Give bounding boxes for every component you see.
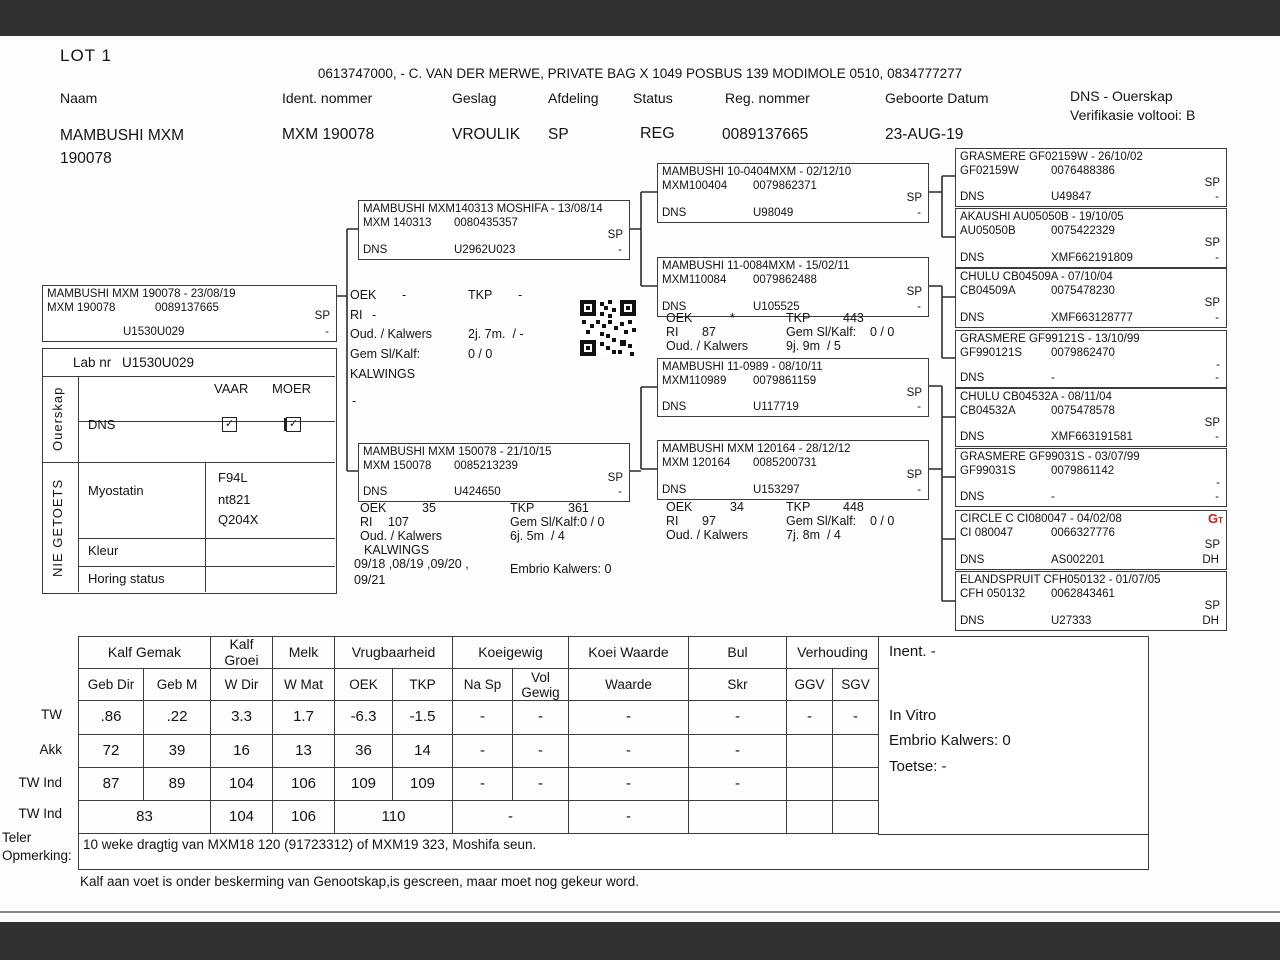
tw-cell: .22 (144, 701, 211, 735)
box-title: CIRCLE C CI080047 - 04/02/08 (960, 513, 1122, 525)
box-corner: - (1215, 372, 1219, 384)
box-reg: 0079862371 (753, 180, 817, 192)
panel-line (78, 566, 335, 567)
divider-line (0, 911, 1280, 913)
box-reg: 0066327776 (1051, 527, 1115, 539)
box-flag: - (1216, 477, 1220, 489)
col-header-naam: Naam (60, 90, 98, 106)
box-dns-value: - (1051, 491, 1055, 503)
g2a-ri-label: RI (666, 325, 679, 339)
sire-gem-value: 0 / 0 (468, 347, 493, 361)
tw-ind2-row (79, 801, 879, 834)
g2b-oek-label: OEK (666, 500, 693, 514)
box-title: MAMBUSHI MXM 150078 - 21/10/15 (363, 446, 552, 458)
box-corner: DH (1202, 554, 1219, 566)
box-reg: 0075478578 (1051, 405, 1115, 417)
sub-tkp: TKP (393, 669, 453, 701)
group-kalf-gemak: Kalf Gemak (79, 637, 211, 669)
lab-nr-label: Lab nr (73, 355, 112, 370)
box-flag: SP (1204, 297, 1220, 309)
panel-line (42, 376, 335, 377)
tw-ind-cell: 109 (335, 768, 393, 801)
box-dns-value: XMF663128777 (1051, 312, 1133, 324)
akk-cell (787, 735, 833, 768)
box-id: MXM 140313 (363, 217, 432, 229)
box-title: MAMBUSHI MXM 190078 - 23/08/19 (47, 288, 236, 300)
box-id: CI 080047 (960, 527, 1014, 539)
g2b-tkp-value: 448 (843, 500, 864, 514)
box-flag: SP (1204, 600, 1220, 612)
box-id: CB04509A (960, 285, 1016, 297)
ouerskap-vertical-label: Ouerskap (50, 386, 65, 452)
box-dns-value: U153297 (753, 484, 800, 496)
box-dns-value: U105525 (753, 301, 800, 313)
tw-ind2-cell: 106 (273, 801, 335, 834)
box-dns-label: DNS (960, 252, 985, 264)
myostatin-label: Myostatin (88, 483, 144, 498)
nie-getoets-vertical-label: NIE GETOETS (50, 478, 65, 578)
pedigree-box-gen3-6 (955, 448, 1227, 507)
box-title: ELANDSPRUIT CFH050132 - 01/07/05 (960, 574, 1161, 586)
box-corner: DH (1202, 615, 1219, 627)
box-reg: 0075478230 (1051, 285, 1115, 297)
pedigree-box-gen3-5 (955, 388, 1227, 447)
box-corner: - (1215, 312, 1219, 324)
box-corner: - (1215, 491, 1219, 503)
tw-ind-cell: - (513, 768, 569, 801)
box-corner: - (1215, 191, 1219, 203)
sub-geb-dir: Geb Dir (79, 669, 144, 701)
pedigree-box-subject (42, 285, 337, 342)
box-dns-label: DNS (662, 401, 687, 413)
qr-code (580, 300, 636, 356)
pedigree-box-gen2-3 (657, 358, 929, 417)
sire-oud-label: Oud. / Kalwers (350, 327, 432, 341)
animal-ident: MXM 190078 (282, 126, 375, 143)
dam-kalwings-dates-1: 09/18 ,08/19 ,09/20 , (354, 557, 469, 571)
tw-cell: - (689, 701, 787, 735)
sub-na-sp: Na Sp (453, 669, 513, 701)
box-id: MXM 150078 (363, 460, 432, 472)
box-dns-label: DNS (363, 486, 388, 498)
tw-ind-cell: 104 (211, 768, 273, 801)
tw-ind-cell: 106 (273, 768, 335, 801)
panel-line (78, 538, 335, 539)
tw-ind-cell: - (453, 768, 513, 801)
g2a-gem-value: 0 / 0 (870, 325, 895, 339)
box-dns-value: U424650 (454, 486, 501, 498)
box-reg: 0085213239 (454, 460, 518, 472)
tw-ind-cell: 89 (144, 768, 211, 801)
box-dns-value: - (1051, 372, 1055, 384)
tw-cell: - (453, 701, 513, 735)
sub-w-dir: W Dir (211, 669, 273, 701)
kleur-label: Kleur (88, 543, 119, 558)
box-flag: SP (1204, 539, 1220, 551)
dam-kalwings-dates-2: 09/21 (354, 573, 386, 587)
col-header-geboorte: Geboorte Datum (885, 90, 989, 106)
dns-ouerskap-label: DNS - Ouerskap (1070, 88, 1173, 104)
embrio-kalwers-label: Embrio Kalwers: 0 (889, 732, 1011, 749)
tw-cell: 1.7 (273, 701, 335, 735)
sub-sgv: SGV (833, 669, 879, 701)
box-reg: 0089137665 (155, 302, 219, 314)
box-id: CFH 050132 (960, 588, 1026, 600)
tw-ind-cell: 87 (79, 768, 144, 801)
dns-verifikasie-label: Verifikasie voltooi: B (1070, 107, 1196, 123)
box-id: GF02159W (960, 165, 1019, 177)
box-reg: 0076488386 (1051, 165, 1115, 177)
tw-ind2-cell: - (453, 801, 569, 834)
g2a-tkp-label: TKP (786, 311, 811, 325)
group-bul: Bul (689, 637, 787, 669)
row-label-tw: TW (41, 707, 62, 722)
animal-status: REG (640, 125, 675, 142)
akk-cell: - (569, 735, 689, 768)
tw-row (79, 701, 879, 735)
g2b-ri-label: RI (666, 514, 679, 528)
box-flag: SP (1204, 417, 1220, 429)
animal-birthdate: 23-AUG-19 (885, 126, 964, 143)
sire-oek-value: - (402, 288, 407, 302)
breeder-contact: 0613747000, - C. VAN DER MERWE, PRIVATE BAG X 1049 POSBUS 139 MODIMOLE 0510, 0834777277 (317, 66, 963, 81)
footnote-text: Kalf aan voet is onder beskerming van Genootskap,is gescreen, maar moet nog gekeur word. (80, 874, 640, 889)
sire-oud-value: 2j. 7m. / - (468, 327, 524, 341)
lot-title: LOT 1 (60, 46, 112, 65)
animal-reg-number: 0089137665 (722, 126, 809, 143)
sire-oek-label: OEK (350, 288, 377, 302)
box-flag: SP (906, 387, 922, 399)
tw-ind2-cell: 110 (335, 801, 453, 834)
dns-vaar-checkbox: ✓ (222, 417, 237, 432)
box-reg: 0075422329 (1051, 225, 1115, 237)
sub-vol-gewig: Vol Gewig (513, 669, 569, 701)
animal-name: MAMBUSHI MXM 190078 (60, 127, 184, 168)
dam-kalwings-label: KALWINGS (364, 543, 430, 557)
sire-tkp-label: TKP (468, 288, 493, 302)
dam-oud-label: Oud. / Kalwers (360, 529, 442, 543)
row-label-tw-ind-2: TW Ind (18, 806, 62, 821)
teler-label-1: Teler (2, 830, 32, 845)
panel-line (42, 462, 335, 463)
box-dns-value: AS002201 (1051, 554, 1105, 566)
box-dns-value: U117719 (753, 401, 799, 413)
gt-genomic-icon (1208, 511, 1223, 526)
g2a-tkp-value: 443 (843, 311, 864, 325)
sire-tkp-value: - (518, 288, 523, 302)
sub-skr: Skr (689, 669, 787, 701)
pedigree-box-gen2-4 (657, 440, 929, 500)
panel-line (78, 376, 79, 592)
inent-box (878, 636, 1149, 835)
col-header-geslag: Geslag (452, 90, 497, 106)
box-dns-label: DNS (662, 207, 687, 219)
box-flag: SP (1204, 237, 1220, 249)
tw-ind2-cell: 104 (211, 801, 273, 834)
box-title: CHULU CB04509A - 07/10/04 (960, 271, 1113, 283)
sub-ggv: GGV (787, 669, 833, 701)
myostatin-value-2: nt821 (218, 492, 251, 507)
box-dns-value: U49847 (1051, 191, 1092, 203)
box-corner: - (618, 244, 622, 256)
box-dns-value: U1530U029 (123, 326, 185, 338)
g2b-gem-label: Gem Sl/Kalf: (786, 514, 857, 528)
sire-ri-label: RI (350, 308, 363, 322)
box-title: MAMBUSHI MXM140313 MOSHIFA - 13/08/14 (363, 203, 603, 215)
box-flag: - (1216, 359, 1220, 371)
tw-cell: - (833, 701, 879, 735)
tw-cell: - (513, 701, 569, 735)
g2b-tkp-label: TKP (786, 500, 811, 514)
box-flag: SP (607, 472, 623, 484)
dam-ri-label: RI (360, 515, 373, 529)
box-dns-value: U27333 (1051, 615, 1092, 627)
pedigree-box-gen3-8 (955, 571, 1227, 631)
dam-gem-value: Gem Sl/Kalf:0 / 0 (510, 515, 605, 529)
pedigree-box-gen3-2 (955, 208, 1227, 268)
g2a-ri-value: 87 (702, 325, 716, 339)
tw-ind2-cell (689, 801, 787, 834)
sire-kalwings-value: - (352, 394, 357, 408)
tw-cell: .86 (79, 701, 144, 735)
gt-icon-t: T (1218, 516, 1223, 525)
gt-icon-g: G (1207, 511, 1219, 526)
box-dns-value: XMF662191809 (1051, 252, 1133, 264)
box-title: MAMBUSHI 11-0989 - 08/10/11 (662, 361, 823, 373)
box-corner: - (1215, 431, 1219, 443)
box-title: GRASMERE GF02159W - 26/10/02 (960, 151, 1143, 163)
akk-cell: 36 (335, 735, 393, 768)
box-dns-label: DNS (960, 491, 985, 503)
akk-cell: 14 (393, 735, 453, 768)
performance-table (78, 636, 879, 834)
sire-gem-label: Gem Sl/Kalf: (350, 347, 421, 361)
g2a-gem-label: Gem Sl/Kalf: (786, 325, 857, 339)
col-header-status: Status (633, 90, 673, 106)
box-corner: - (618, 486, 622, 498)
box-dns-label: DNS (662, 484, 687, 496)
breeder-remark-text: 10 weke dragtig van MXM18 120 (91723312) of MXM19 323, Moshifa seun. (83, 837, 537, 852)
box-reg: 0080435357 (454, 217, 518, 229)
box-corner: - (917, 484, 921, 496)
g2a-age-value: 9j. 9m / 5 (786, 339, 841, 353)
box-flag: SP (906, 469, 922, 481)
pedigree-box-dam (358, 443, 630, 502)
tw-ind-row (79, 768, 879, 801)
box-corner: - (325, 326, 329, 338)
dam-embrio-value: Embrio Kalwers: 0 (510, 562, 612, 576)
box-dns-label: DNS (363, 244, 388, 256)
dam-oek-label: OEK (360, 501, 387, 515)
tw-ind-cell: - (689, 768, 787, 801)
box-dns-value: XMF663191581 (1051, 431, 1133, 443)
myostatin-value-1: F94L (218, 470, 248, 485)
box-flag: SP (607, 229, 623, 241)
pedigree-box-gen2-1 (657, 163, 929, 223)
box-id: CB04532A (960, 405, 1016, 417)
box-reg: 0079862470 (1051, 347, 1115, 359)
box-dns-label: DNS (960, 191, 985, 203)
sub-oek: OEK (335, 669, 393, 701)
row-label-akk: Akk (39, 742, 62, 757)
group-koei-waarde: Koei Waarde (569, 637, 689, 669)
row-label-tw-ind: TW Ind (18, 775, 62, 790)
teler-label-2: Opmerking: (2, 848, 72, 863)
box-corner: - (1215, 252, 1219, 264)
moer-header: MOER (272, 381, 311, 396)
tw-cell: 3.3 (211, 701, 273, 735)
box-dns-label: DNS (960, 615, 985, 627)
sub-geb-m: Geb M (144, 669, 211, 701)
toetse-label: Toetse: - (889, 758, 947, 775)
akk-cell: 72 (79, 735, 144, 768)
dam-ri-value: 107 (388, 515, 409, 529)
dam-tkp-value: 361 (568, 501, 589, 515)
box-flag: SP (1204, 177, 1220, 189)
tw-cell: -6.3 (335, 701, 393, 735)
box-title: MAMBUSHI MXM 120164 - 28/12/12 (662, 443, 851, 455)
akk-cell: - (453, 735, 513, 768)
akk-cell: - (689, 735, 787, 768)
box-dns-label: DNS (960, 431, 985, 443)
pedigree-box-gen2-2 (657, 257, 929, 317)
animal-geslag: VROULIK (452, 126, 521, 143)
akk-cell: - (513, 735, 569, 768)
tw-ind-cell: 109 (393, 768, 453, 801)
box-id: MXM110989 (662, 375, 727, 387)
col-header-afdeling: Afdeling (548, 90, 599, 106)
lab-nr-value: U1530U029 (122, 355, 195, 370)
g2b-oud-label: Oud. / Kalwers (666, 528, 748, 542)
box-flag: SP (906, 286, 922, 298)
akk-cell (833, 735, 879, 768)
tw-ind-cell (833, 768, 879, 801)
box-reg: 0079861159 (753, 375, 817, 387)
box-id: AU05050B (960, 225, 1016, 237)
tw-ind2-cell: 83 (79, 801, 211, 834)
dns-row-label: DNS (88, 417, 116, 432)
akk-cell: 13 (273, 735, 335, 768)
box-reg: 0085200731 (753, 457, 817, 469)
box-dns-label: DNS (960, 554, 985, 566)
box-dns-label: DNS (960, 312, 985, 324)
g2a-oud-label: Oud. / Kalwers (666, 339, 748, 353)
box-id: GF99031S (960, 465, 1016, 477)
box-dns-label: DNS (960, 372, 985, 384)
g2b-gem-value: 0 / 0 (870, 514, 895, 528)
vaar-header: VAAR (214, 381, 249, 396)
pedigree-box-gen3-4 (955, 330, 1227, 388)
box-id: GF990121S (960, 347, 1023, 359)
dam-age-value: 6j. 5m / 4 (510, 529, 565, 543)
panel-line (205, 462, 206, 592)
box-flag: SP (314, 310, 330, 322)
box-id: MXM 190078 (47, 302, 116, 314)
dam-tkp-label: TKP (510, 501, 535, 515)
g2a-oek-value: * (730, 311, 735, 325)
tw-cell: -1.5 (393, 701, 453, 735)
box-corner: - (917, 207, 921, 219)
sub-header-row (79, 669, 879, 701)
box-title: GRASMERE GF99121S - 13/10/99 (960, 333, 1140, 345)
akk-row (79, 735, 879, 768)
group-header-row (79, 637, 879, 669)
box-id: MXM100404 (662, 180, 728, 192)
sire-kalwings-label: KALWINGS (350, 367, 416, 381)
box-dns-value: U98049 (753, 207, 794, 219)
tw-cell: - (787, 701, 833, 735)
in-vitro-label: In Vitro (889, 707, 937, 724)
pedigree-box-sire (358, 200, 630, 260)
group-kalf-groei: Kalf Groei (211, 637, 273, 669)
group-koeigewig: Koeigewig (453, 637, 569, 669)
box-dns-label: DNS (662, 301, 687, 313)
box-title: CHULU CB04532A - 08/11/04 (960, 391, 1112, 403)
tw-ind2-cell (787, 801, 833, 834)
sire-ri-value: - (372, 308, 377, 322)
g2b-oek-value: 34 (730, 500, 744, 514)
box-reg: 0062843461 (1051, 588, 1115, 600)
tw-ind2-cell (833, 801, 879, 834)
breeder-remark-box (78, 833, 1149, 870)
pedigree-box-gen3-7 (955, 510, 1227, 570)
horing-status-label: Horing status (88, 571, 165, 586)
tw-cell: - (569, 701, 689, 735)
box-flag: SP (906, 192, 922, 204)
box-dns-value: U2962U023 (454, 244, 516, 256)
dns-moer-checkbox: ✓ (286, 417, 301, 432)
box-corner: - (917, 401, 921, 413)
box-reg: 0079861142 (1051, 465, 1115, 477)
box-id: MXM 120164 (662, 457, 731, 469)
inent-label: Inent. - (889, 643, 936, 660)
group-vrugbaarheid: Vrugbaarheid (335, 637, 453, 669)
akk-cell: 39 (144, 735, 211, 768)
g2b-age-value: 7j. 8m / 4 (786, 528, 841, 542)
pedigree-box-gen3-1 (955, 148, 1227, 207)
tw-ind-cell: - (569, 768, 689, 801)
dam-oek-value: 35 (422, 501, 436, 515)
box-title: GRASMERE GF99031S - 03/07/99 (960, 451, 1140, 463)
box-reg: 0079862488 (753, 274, 817, 286)
akk-cell: 16 (211, 735, 273, 768)
box-title: AKAUSHI AU05050B - 19/10/05 (960, 211, 1124, 223)
col-header-reg: Reg. nommer (725, 90, 810, 106)
box-title: MAMBUSHI 11-0084MXM - 15/02/11 (662, 260, 850, 272)
group-verhouding: Verhouding (787, 637, 879, 669)
sub-waarde: Waarde (569, 669, 689, 701)
g2b-ri-value: 97 (702, 514, 716, 528)
tw-ind2-cell: - (569, 801, 689, 834)
bottom-dark-bar (0, 922, 1280, 960)
tw-ind-cell (787, 768, 833, 801)
sub-w-mat: W Mat (273, 669, 335, 701)
box-id: MXM110084 (662, 274, 727, 286)
animal-afdeling: SP (548, 126, 569, 143)
myostatin-value-3: Q204X (218, 512, 259, 527)
pedigree-box-gen3-3 (955, 268, 1227, 328)
box-title: MAMBUSHI 10-0404MXM - 02/12/10 (662, 166, 852, 178)
g2a-oek-label: OEK (666, 311, 693, 325)
box-corner: - (917, 301, 921, 313)
group-melk: Melk (273, 637, 335, 669)
col-header-ident: Ident. nommer (282, 90, 373, 106)
